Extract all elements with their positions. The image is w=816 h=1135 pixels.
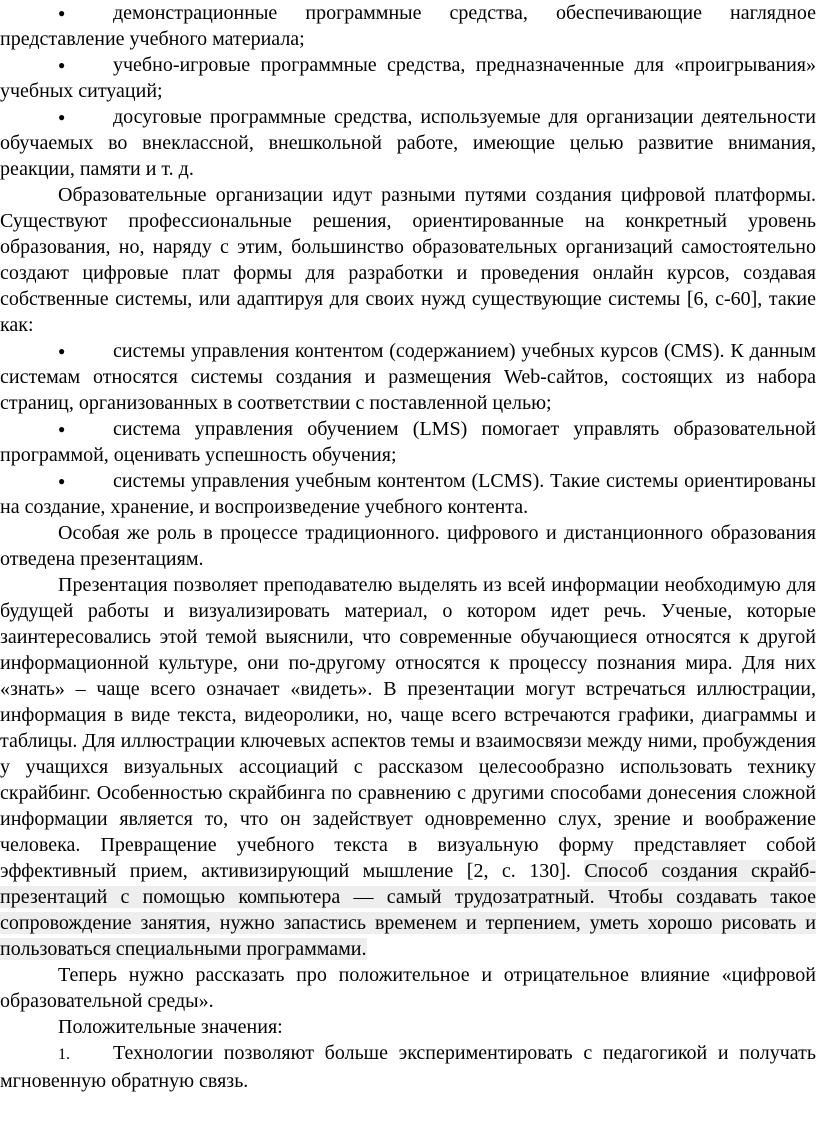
paragraph-presentation (0, 572, 816, 962)
list-item-text: учебно-игровые программные средства, предназначенные для «проигрывания» учебных ситуаций; (0, 54, 816, 102)
list-item (0, 416, 816, 468)
bullet-icon: ● (58, 344, 66, 358)
list-item-text: досуговые программные средства, используемые для организации деятельности обучаемых во внеклассной, внешкольной работе, имеющие целью развитие внимания, реакции, памяти и т. д. (0, 106, 816, 180)
paragraph-presentation-text: Презентация позволяет преподавателю выделять из всей информации необходимую для будущей работы и визуализировать материал, о котором идет речь. Ученые, которые заинтересовались этой темой выяснили, что современные обучающиеся относятся к другой информационной культуре, они по-другому относятся к процессу познания мира. Для них «знать» – чаще всего означает «видеть». В презентации могут встречаться иллюстрации, информация в виде текста, видеоролики, но, чаще всего встречаются графики, диаграммы и таблицы. Для иллюстрации ключевых аспектов темы и взаимосвязи между ними, пробуждения у учащихся визуальных ассоциаций с рассказом целесообразно использовать технику скрайбинг. Особенностью скрайбинга по сравнению с другими способами донесения сложной информации является то, что он задействует одновременно слух, зрение и воображение человека. Превращение учебного текста в визуальную форму представляет собой эффективный прием, активизирующий мышление [2, с. 130]. (0, 574, 816, 882)
list-item (0, 0, 816, 52)
list-item (0, 338, 816, 416)
list-item-text: демонстрационные программные средства, обеспечивающие наглядное представление учебного материала; (0, 2, 816, 50)
list-item (0, 468, 816, 520)
list-item (0, 104, 816, 182)
list-item (0, 1040, 816, 1094)
numbered-list-positive (0, 1040, 816, 1094)
list-item-text: системы управления контентом (содержанием) учебных курсов (CMS). К данным системам относятся системы создания и размещения Web-сайтов, состоящих из набора страниц, организованных в соответствии с поставленной целью; (0, 340, 816, 414)
bullet-icon: ● (58, 422, 66, 436)
bullet-list-systems (0, 338, 816, 520)
highlighted-text: Способ создания скрайб-презентаций с помощью компьютера — самый трудозатратный. Чтобы создавать такое сопровождение занятия, нужно запастись временем и терпением, уметь хорошо рисовать и пользоваться специальными программами. (0, 860, 816, 960)
paragraph-influence: Теперь нужно рассказать про положительное и отрицательное влияние «цифровой образовательной среды». (0, 964, 816, 1012)
bullet-icon: ● (58, 6, 66, 20)
paragraph-platforms: Образовательные организации идут разными путями создания цифровой платформы. Существуют профессиональные решения, ориентированные на конкретный уровень образования, но, наряду с этим, большинство образовательных организаций самостоятельно создают цифровые плат формы для разработки и проведения онлайн курсов, создавая собственные системы, или адаптируя для своих нужд существующие системы [6, с-60], такие как: (0, 184, 816, 336)
list-item-text: Технологии позволяют больше экспериментировать с педагогикой и получать мгновенную обратную связь. (0, 1042, 816, 1092)
bullet-icon: ● (58, 474, 66, 488)
bullet-list-software-types (0, 0, 816, 182)
list-item-number: 1. (58, 1046, 70, 1063)
paragraph-presentation-role: Особая же роль в процессе традиционного. цифрового и дистанционного образования отведена презентациям. (0, 522, 816, 570)
list-item-text: системы управления учебным контентом (LCMS). Такие системы ориентированы на создание, хранение, и воспроизведение учебного контента. (0, 470, 816, 518)
bullet-icon: ● (58, 110, 66, 124)
list-item-text: система управления обучением (LMS) помогает управлять образовательной программой, оценивать успешность обучения; (0, 418, 816, 466)
bullet-icon: ● (58, 58, 66, 72)
list-item (0, 52, 816, 104)
paragraph-positive-heading: Положительные значения: (58, 1016, 283, 1038)
